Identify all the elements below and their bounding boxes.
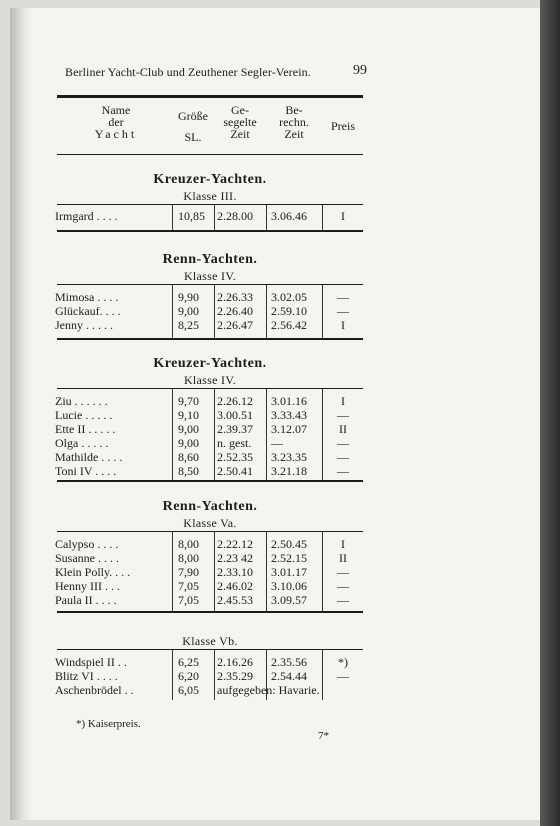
prize: — — [337, 304, 349, 318]
prize: — — [337, 408, 349, 422]
yacht-size: 8,50 — [178, 464, 199, 478]
table-row — [0, 291, 560, 303]
table-row — [0, 409, 560, 421]
table-row — [0, 305, 560, 317]
sailed-time: 2.23 42 — [217, 551, 253, 565]
prize: — — [337, 669, 349, 683]
yacht-size: 6,20 — [178, 669, 199, 683]
yacht-size: 9,00 — [178, 436, 199, 450]
prize: — — [337, 593, 349, 607]
section-top-rule — [57, 388, 363, 389]
prize: II — [339, 551, 347, 565]
table-row — [0, 538, 560, 550]
sailed-time: 2.26.40 — [217, 304, 253, 318]
calculated-time: 3.21.18 — [271, 464, 307, 478]
section-class: Klasse Va. — [183, 516, 237, 530]
col-header-size: Größe SL. — [178, 109, 208, 144]
yacht-name: Henny III . . . — [55, 579, 120, 593]
section-title: Kreuzer-Yachten. — [153, 356, 267, 371]
yacht-name: Aschenbrödel . . — [55, 683, 134, 697]
col-header-prize: Preis — [331, 119, 355, 133]
table-row — [0, 684, 560, 696]
yacht-size: 9,00 — [178, 422, 199, 436]
prize: *) — [338, 655, 348, 669]
yacht-name: Blitz VI . . . . — [55, 669, 118, 683]
calculated-time: 2.59.10 — [271, 304, 307, 318]
yacht-name: Paula II . . . . — [55, 593, 117, 607]
sailed-time: 2.46.02 — [217, 579, 253, 593]
table-row — [0, 594, 560, 606]
section-class: Klasse III. — [183, 189, 237, 203]
sailed-time: 2.52.35 — [217, 450, 253, 464]
sailed-time: 2.50.41 — [217, 464, 253, 478]
yacht-size: 8,60 — [178, 450, 199, 464]
prize: — — [337, 565, 349, 579]
calculated-time: 3.12.07 — [271, 422, 307, 436]
sailed-time: 2.26.33 — [217, 290, 253, 304]
yacht-name: Ziu . . . . . . — [55, 394, 108, 408]
sailed-time: 2.22.12 — [217, 537, 253, 551]
col-header-calc-time: Be- rechn. Zeit — [279, 103, 309, 141]
yacht-name: Ette II . . . . . — [55, 422, 116, 436]
calculated-time: 3.02.05 — [271, 290, 307, 304]
yacht-size: 8,00 — [178, 551, 199, 565]
yacht-size: 7,90 — [178, 565, 199, 579]
yacht-size: 6,25 — [178, 655, 199, 669]
prize: I — [341, 394, 345, 408]
yacht-name: Klein Polly. . . . — [55, 565, 131, 579]
yacht-name: Calypso . . . . — [55, 537, 119, 551]
sailed-time: 2.28.00 — [217, 209, 253, 223]
yacht-name: Toni IV . . . . — [55, 464, 117, 478]
section-top-rule — [57, 204, 363, 205]
yacht-name: Windspiel II . . — [55, 655, 127, 669]
yacht-name: Mimosa . . . . — [55, 290, 119, 304]
calculated-time: 3.23.35 — [271, 450, 307, 464]
yacht-size: 9,90 — [178, 290, 199, 304]
calculated-time: 2.56.42 — [271, 318, 307, 332]
yacht-size: 6,05 — [178, 683, 199, 697]
yacht-size: 10,85 — [178, 209, 205, 223]
yacht-size: 7,05 — [178, 593, 199, 607]
yacht-name: Jenny . . . . . — [55, 318, 113, 332]
section-class: Klasse Vb. — [182, 634, 238, 648]
prize: II — [339, 422, 347, 436]
calculated-time: 2.52.15 — [271, 551, 307, 565]
calculated-time: 3.09.57 — [271, 593, 307, 607]
section-bottom-rule — [57, 611, 363, 613]
sailed-time: n. gest. — [217, 436, 252, 450]
calculated-time: 2.50.45 — [271, 537, 307, 551]
section-bottom-rule — [57, 338, 363, 340]
running-title: Berliner Yacht-Club und Zeuthener Segler-Verein. — [65, 65, 311, 79]
calculated-time: 3.33.43 — [271, 408, 307, 422]
table-row — [0, 465, 560, 477]
calculated-time: 3.01.17 — [271, 565, 307, 579]
table-row — [0, 656, 560, 668]
signature-mark: 7* — [318, 730, 329, 742]
prize: — — [337, 290, 349, 304]
sailed-time: 2.45.53 — [217, 593, 253, 607]
table-row — [0, 451, 560, 463]
col-header-sailed-time: Ge- segelte Zeit — [223, 103, 257, 141]
section-top-rule — [57, 284, 363, 285]
yacht-size: 7,05 — [178, 579, 199, 593]
section-title: Renn-Yachten. — [162, 252, 258, 267]
table-top-rule-inner — [57, 97, 363, 98]
yacht-size: 9,10 — [178, 408, 199, 422]
yacht-name: Lucie . . . . . — [55, 408, 113, 422]
table-row — [0, 552, 560, 564]
prize: — — [337, 464, 349, 478]
calculated-time: 2.54.44 — [271, 669, 307, 683]
page-number: 99 — [353, 63, 367, 78]
table-row — [0, 580, 560, 592]
section-title: Renn-Yachten. — [162, 499, 258, 514]
yacht-size: 8,25 — [178, 318, 199, 332]
prize: I — [341, 209, 345, 223]
sailed-time: 2.16.26 — [217, 655, 253, 669]
col-header-name: Name der Yacht — [94, 103, 138, 141]
yacht-name: Irmgard . . . . — [55, 209, 118, 223]
yacht-name: Susanne . . . . — [55, 551, 119, 565]
section-class: Klasse IV. — [183, 269, 237, 283]
sailed-time: 3.00.51 — [217, 408, 253, 422]
sailed-time: 2.35.29 — [217, 669, 253, 683]
race-note: aufgegeben: Havarie. — [217, 683, 320, 697]
sailed-time: 2.26.12 — [217, 394, 253, 408]
table-row — [0, 566, 560, 578]
prize: — — [337, 450, 349, 464]
header-bottom-rule — [57, 154, 363, 155]
yacht-name: Mathilde . . . . — [55, 450, 123, 464]
section-class: Klasse IV. — [183, 373, 237, 387]
calculated-time: 2.35.56 — [271, 655, 307, 669]
section-bottom-rule — [57, 480, 363, 482]
section-top-rule — [57, 531, 363, 532]
table-row — [0, 319, 560, 331]
yacht-size: 9,00 — [178, 304, 199, 318]
prize: I — [341, 537, 345, 551]
sailed-time: 2.39.37 — [217, 422, 253, 436]
calculated-time: 3.01.16 — [271, 394, 307, 408]
table-row — [0, 437, 560, 449]
prize: I — [341, 318, 345, 332]
yacht-name: Glückauf. . . . — [55, 304, 121, 318]
table-row — [0, 210, 560, 222]
prize: — — [337, 436, 349, 450]
calculated-time: 3.10.06 — [271, 579, 307, 593]
table-row — [0, 670, 560, 682]
section-top-rule — [57, 649, 363, 650]
yacht-size: 8,00 — [178, 537, 199, 551]
table-row — [0, 395, 560, 407]
calculated-time: — — [271, 436, 283, 450]
yacht-name: Olga . . . . . — [55, 436, 109, 450]
sailed-time: 2.26.47 — [217, 318, 253, 332]
calculated-time: 3.06.46 — [271, 209, 307, 223]
section-title: Kreuzer-Yachten. — [153, 172, 267, 187]
section-bottom-rule — [57, 230, 363, 232]
table-row — [0, 423, 560, 435]
yacht-size: 9,70 — [178, 394, 199, 408]
prize: — — [337, 579, 349, 593]
sailed-time: 2.33.10 — [217, 565, 253, 579]
footnote: *) Kaiserpreis. — [76, 718, 141, 730]
